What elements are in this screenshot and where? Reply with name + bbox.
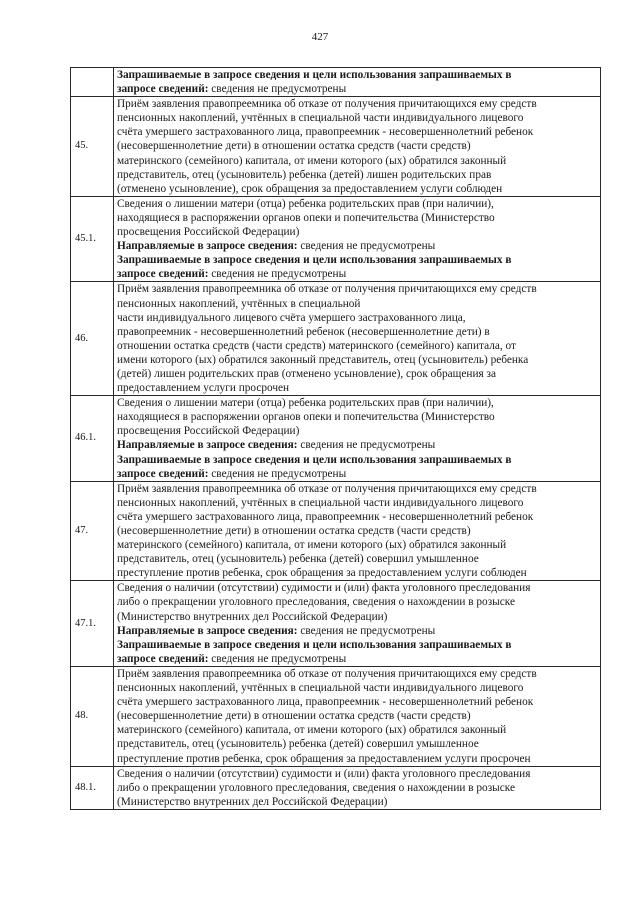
text-segment: Сведения о лишении матери (отца) ребенка родительских прав (при наличии), xyxy=(117,397,494,410)
text-segment: сведения не предусмотрены xyxy=(297,240,436,253)
table-row xyxy=(71,196,601,282)
row-number: 48. xyxy=(71,666,114,766)
text-line xyxy=(117,595,598,609)
text-segment: сведения не предусмотрены xyxy=(208,652,347,665)
document-table xyxy=(70,67,601,810)
text-line xyxy=(117,381,598,395)
bold-text-segment: Запрашиваемые в запросе сведения и цели использования запрашиваемых в xyxy=(117,254,512,267)
text-line xyxy=(117,467,598,481)
row-text xyxy=(114,766,601,809)
text-segment: имени которого (ых) обратился законный представитель, отец (усыновитель) ребенка xyxy=(117,353,529,366)
row-text xyxy=(114,196,601,282)
text-line xyxy=(117,624,598,638)
row-number: 46. xyxy=(71,282,114,396)
row-number: 47.1. xyxy=(71,581,114,667)
text-segment: (несовершеннолетние дети) в отношении остатка средств (части средств) xyxy=(117,140,471,153)
text-segment: (Министерство внутренних дел Российской Федерации) xyxy=(117,610,388,623)
row-text xyxy=(114,581,601,667)
text-line xyxy=(117,82,598,96)
text-line xyxy=(117,168,598,182)
row-number: 47. xyxy=(71,481,114,581)
text-line xyxy=(117,510,598,524)
text-line xyxy=(117,610,598,624)
text-line xyxy=(117,253,598,267)
text-segment: (детей) лишен родительских прав (отменено усыновление), срок обращения за xyxy=(117,367,496,380)
text-line xyxy=(117,353,598,367)
text-line xyxy=(117,282,598,296)
bold-text-segment: Направляемые в запросе сведения: xyxy=(117,240,298,253)
text-line xyxy=(117,311,598,325)
text-line xyxy=(117,681,598,695)
text-line xyxy=(117,154,598,168)
row-text xyxy=(114,97,601,197)
text-segment: представитель, отец (усыновитель) ребенка (детей) совершил умышленное xyxy=(117,553,479,566)
text-line xyxy=(117,438,598,452)
row-text xyxy=(114,282,601,396)
text-segment: Приём заявления правопреемника об отказе от получения причитающихся ему средств xyxy=(117,98,537,111)
row-number: 45. xyxy=(71,97,114,197)
text-line xyxy=(117,139,598,153)
text-line xyxy=(117,695,598,709)
text-line xyxy=(117,239,598,253)
text-segment: находящиеся в распоряжении органов опеки и попечительства (Министерство xyxy=(117,411,495,424)
text-line xyxy=(117,125,598,139)
bold-text-segment: запросе сведений: xyxy=(117,467,209,480)
table-row xyxy=(71,396,601,482)
text-segment: либо о прекращении уголовного преследования, сведения о нахождении в розыске xyxy=(117,596,515,609)
text-segment: Приём заявления правопреемника об отказе от получения причитающихся ему средств xyxy=(117,482,537,495)
bold-text-segment: Запрашиваемые в запросе сведения и цели использования запрашиваемых в xyxy=(117,638,512,651)
text-line xyxy=(117,410,598,424)
text-segment: материнского (семейного) капитала, от имени которого (ых) обратился законный xyxy=(117,724,507,737)
text-line xyxy=(117,211,598,225)
text-line xyxy=(117,182,598,196)
table-row xyxy=(71,581,601,667)
table-row xyxy=(71,666,601,766)
text-segment: пенсионных накоплений, учтённых в специальной части индивидуального лицевого xyxy=(117,496,524,509)
row-text xyxy=(114,396,601,482)
text-segment: части индивидуального лицевого счёта умершего застрахованного лица, xyxy=(117,311,466,324)
row-number: 46.1. xyxy=(71,396,114,482)
text-segment: счёта умершего застрахованного лица, правопреемник - несовершеннолетний ребенок xyxy=(117,126,534,139)
text-line xyxy=(117,424,598,438)
text-line xyxy=(117,667,598,681)
bold-text-segment: запросе сведений: xyxy=(117,268,209,281)
text-segment: (отменено усыновление), срок обращения за предоставлением услуги соблюден xyxy=(117,182,503,195)
text-segment: сведения не предусмотрены xyxy=(297,624,436,637)
bold-text-segment: Направляемые в запросе сведения: xyxy=(117,624,298,637)
text-segment: Приём заявления правопреемника об отказе от получения причитающихся ему средств xyxy=(117,667,537,680)
text-segment: сведения не предусмотрены xyxy=(208,83,347,96)
page-number: 427 xyxy=(311,31,329,43)
text-line xyxy=(117,339,598,353)
text-line xyxy=(117,325,598,339)
text-line xyxy=(117,581,598,595)
bold-text-segment: запросе сведений: xyxy=(117,652,209,665)
text-line xyxy=(117,781,598,795)
bold-text-segment: запросе сведений: xyxy=(117,83,209,96)
text-line xyxy=(117,267,598,281)
text-segment: предоставлением услуги просрочен xyxy=(117,382,290,395)
text-line xyxy=(117,552,598,566)
text-segment: (Министерство внутренних дел Российской Федерации) xyxy=(117,795,388,808)
row-text xyxy=(114,666,601,766)
text-segment: просвещения Российской Федерации) xyxy=(117,226,300,239)
text-segment: (несовершеннолетние дети) в отношении остатка средств (части средств) xyxy=(117,525,471,537)
text-segment: материнского (семейного) капитала, от имени которого (ых) обратился законный xyxy=(117,154,507,167)
table-body xyxy=(71,68,601,810)
row-number: 48.1. xyxy=(71,766,114,809)
text-segment: находящиеся в распоряжении органов опеки и попечительства (Министерство xyxy=(117,211,495,224)
bold-text-segment: Направляемые в запросе сведения: xyxy=(117,439,298,452)
row-number xyxy=(71,68,114,97)
text-segment: Сведения о наличии (отсутствии) судимости и (или) факта уголовного преследования xyxy=(117,582,531,595)
text-line xyxy=(117,566,598,580)
text-segment: сведения не предусмотрены xyxy=(208,467,347,480)
text-segment: пенсионных накоплений, учтённых в специальной части индивидуального лицевого xyxy=(117,682,524,695)
text-line xyxy=(117,538,598,552)
text-line xyxy=(117,767,598,781)
text-line xyxy=(117,297,598,311)
table-row xyxy=(71,97,601,197)
text-line xyxy=(117,737,598,751)
text-line xyxy=(117,752,598,766)
text-line xyxy=(117,638,598,652)
text-segment: счёта умершего застрахованного лица, правопреемник - несовершеннолетний ребенок xyxy=(117,696,534,709)
text-line xyxy=(117,197,598,211)
text-line xyxy=(117,524,598,538)
text-segment: (несовершеннолетние дети) в отношении остатка средств (части средств) xyxy=(117,710,471,723)
text-segment: либо о прекращении уголовного преследования, сведения о нахождении в розыске xyxy=(117,781,515,794)
table-row xyxy=(71,68,601,97)
text-line xyxy=(117,723,598,737)
text-line xyxy=(117,482,598,496)
text-segment: представитель, отец (усыновитель) ребенка (детей) совершил умышленное xyxy=(117,738,479,751)
text-segment: счёта умершего застрахованного лица, правопреемник - несовершеннолетний ребенок xyxy=(117,510,534,523)
row-text xyxy=(114,68,601,97)
row-number: 45.1. xyxy=(71,196,114,282)
table-row xyxy=(71,481,601,581)
text-segment: сведения не предусмотрены xyxy=(208,268,347,281)
text-segment: сведения не предусмотрены xyxy=(297,439,436,452)
text-segment: пенсионных накоплений, учтённых в специальной xyxy=(117,297,361,310)
text-line xyxy=(117,97,598,111)
text-line xyxy=(117,453,598,467)
text-line xyxy=(117,367,598,381)
text-line xyxy=(117,709,598,723)
text-segment: пенсионных накоплений, учтённых в специальной части индивидуального лицевого xyxy=(117,112,524,125)
table-row xyxy=(71,766,601,809)
text-segment: просвещения Российской Федерации) xyxy=(117,425,300,438)
text-line xyxy=(117,496,598,510)
text-line xyxy=(117,111,598,125)
bold-text-segment: Запрашиваемые в запросе сведения и цели использования запрашиваемых в xyxy=(117,69,512,81)
text-segment: материнского (семейного) капитала, от имени которого (ых) обратился законный xyxy=(117,539,507,552)
text-segment: Приём заявления правопреемника об отказе от получения причитающихся ему средств xyxy=(117,283,537,296)
text-segment: представитель, отец (усыновитель) ребенка (детей) лишен родительских прав xyxy=(117,168,492,181)
text-segment: отношении остатка средств (части средств) материнского (семейного) капитала, от xyxy=(117,339,516,352)
text-segment: правопреемник - несовершеннолетний ребенок (несовершеннолетние дети) в xyxy=(117,325,490,338)
row-text xyxy=(114,481,601,581)
text-line xyxy=(117,396,598,410)
text-segment: преступление против ребенка, срок обращения за предоставлением услуги соблюден xyxy=(117,567,527,580)
text-line xyxy=(117,68,598,82)
text-segment: преступление против ребенка, срок обращения за предоставлением услуги просрочен xyxy=(117,752,531,765)
text-line xyxy=(117,652,598,666)
bold-text-segment: Запрашиваемые в запросе сведения и цели использования запрашиваемых в xyxy=(117,453,512,466)
text-line xyxy=(117,225,598,239)
text-segment: Сведения о наличии (отсутствии) судимости и (или) факта уголовного преследования xyxy=(117,767,531,780)
text-line xyxy=(117,795,598,809)
table-row xyxy=(71,282,601,396)
text-segment: Сведения о лишении матери (отца) ребенка родительских прав (при наличии), xyxy=(117,197,494,210)
